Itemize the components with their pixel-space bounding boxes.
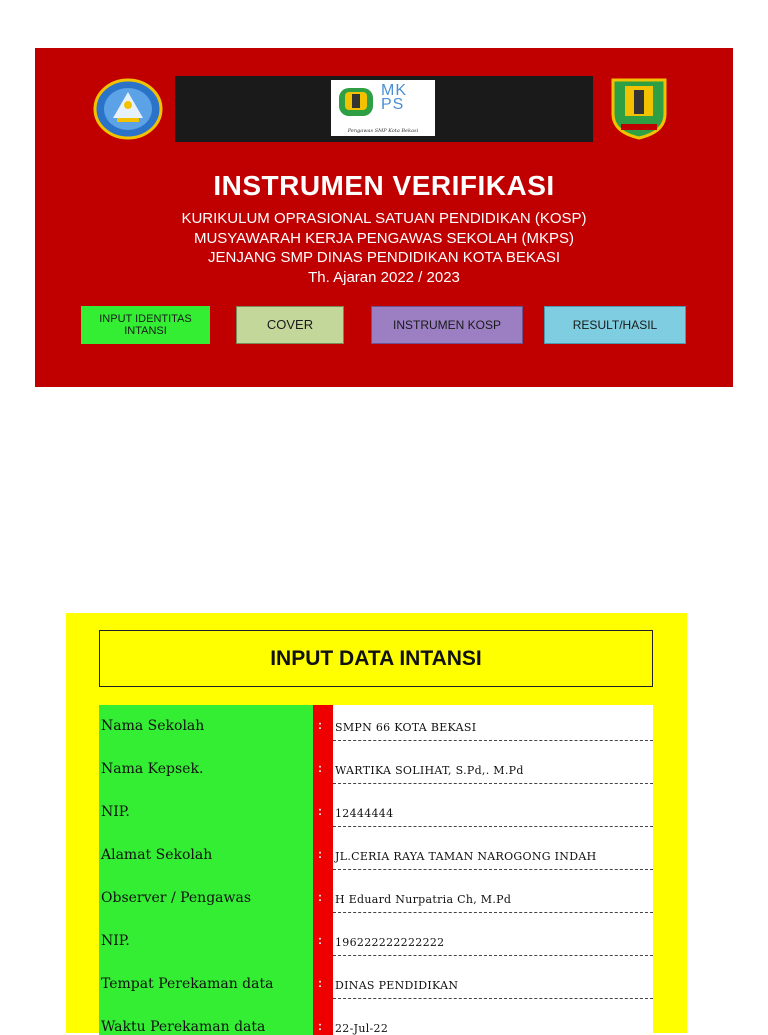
kota-bekasi-logo [607, 74, 671, 140]
subtitle-line-3: JENJANG SMP DINAS PENDIDIKAN KOTA BEKASI [207, 249, 561, 266]
label-nip-kepsek: NIP. [101, 804, 130, 820]
label-waktu-perekaman: Waktu Perekaman data [101, 1019, 266, 1035]
bekasi-emblem-icon [337, 84, 375, 120]
instrumen-kosp-button[interactable]: INSTRUMEN KOSP [371, 306, 523, 344]
page-title: INSTRUMEN VERIFIKASI [213, 170, 555, 201]
label-column [99, 705, 313, 1035]
row-divider [333, 912, 653, 913]
nip-observer-field[interactable]: 196222222222222 [335, 936, 445, 949]
label-tempat-perekaman: Tempat Perekaman data [101, 976, 274, 992]
nama-kepsek-field[interactable]: WARTIKA SOLIHAT, S.Pd,. M.Pd [335, 764, 524, 777]
label-nip-observer: NIP. [101, 933, 130, 949]
alamat-sekolah-field[interactable]: JL.CERIA RAYA TAMAN NAROGONG INDAH [335, 850, 597, 863]
input-identitas-button[interactable]: INPUT IDENTITAS INTANSI [81, 306, 210, 344]
colon: : [318, 804, 322, 818]
waktu-perekaman-field[interactable]: 22-Jul-22 [335, 1022, 389, 1035]
mkps-logo [331, 80, 435, 136]
nama-sekolah-field[interactable]: SMPN 66 KOTA BEKASI [335, 721, 477, 734]
row-divider [333, 783, 653, 784]
mkps-banner [175, 76, 593, 142]
label-alamat-sekolah: Alamat Sekolah [101, 847, 213, 863]
row-divider [333, 869, 653, 870]
result-hasil-button[interactable]: RESULT/HASIL [544, 306, 686, 344]
row-divider [333, 998, 653, 999]
row-divider [333, 955, 653, 956]
cover-button[interactable]: COVER [236, 306, 344, 344]
separator-column [313, 705, 333, 1035]
colon: : [318, 718, 322, 732]
banner-caption: Pengawas SMP Kota Bekasi [347, 128, 419, 134]
subtitle-line-1: KURIKULUM OPRASIONAL SATUAN PENDIDIKAN (KOSP) [181, 210, 587, 227]
colon: : [318, 890, 322, 904]
value-column [333, 705, 653, 1035]
subtitle-line-4: Th. Ajaran 2022 / 2023 [308, 269, 460, 286]
nip-kepsek-field[interactable]: 12444444 [335, 807, 394, 820]
colon: : [318, 847, 322, 861]
header-panel [35, 48, 733, 387]
label-observer: Observer / Pengawas [101, 890, 252, 906]
colon: : [318, 976, 322, 990]
observer-field[interactable]: H Eduard Nurpatria Ch, M.Pd [335, 893, 512, 906]
label-nama-sekolah: Nama Sekolah [101, 718, 205, 734]
colon: : [318, 1019, 322, 1033]
row-divider [333, 740, 653, 741]
subtitle-line-2: MUSYAWARAH KERJA PENGAWAS SEKOLAH (MKPS) [193, 230, 575, 247]
form-title: INPUT DATA INTANSI [99, 630, 653, 687]
input-data-form [66, 613, 687, 1033]
colon: : [318, 933, 322, 947]
tempat-perekaman-field[interactable]: DINAS PENDIDIKAN [335, 979, 459, 992]
label-nama-kepsek: Nama Kepsek. [101, 761, 204, 777]
row-divider [333, 826, 653, 827]
tut-wuri-handayani-logo [93, 78, 163, 140]
mkps-logo-text: MK PS [381, 82, 407, 113]
colon: : [318, 761, 322, 775]
